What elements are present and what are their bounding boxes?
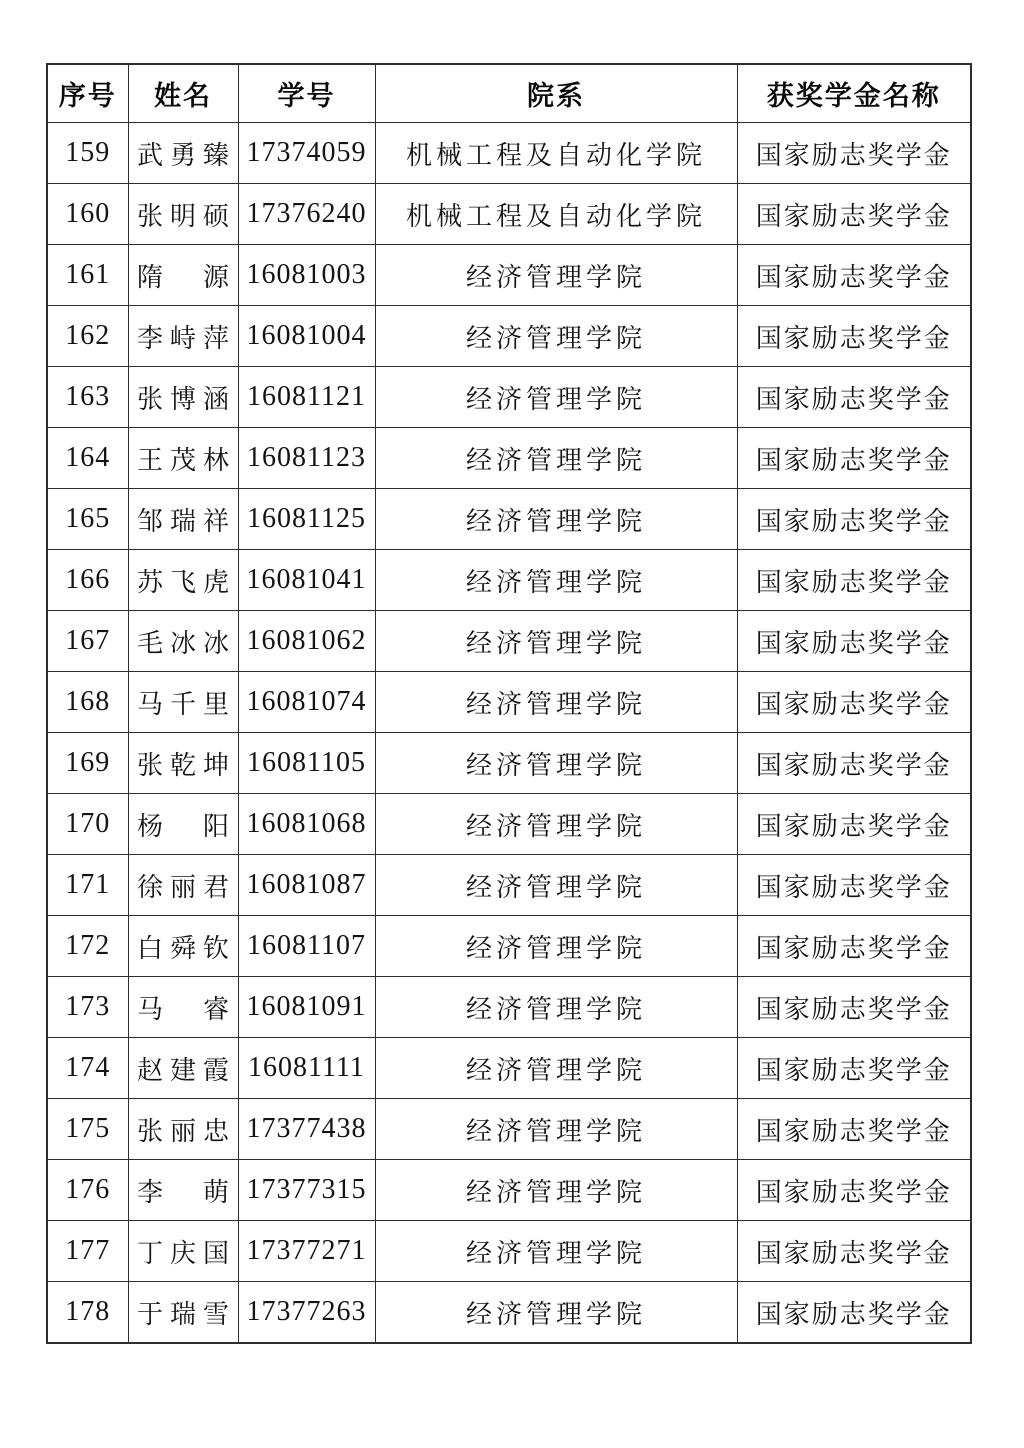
- table-row: [47, 1282, 971, 1344]
- scholarship-cell: 国家励志奖学金: [737, 245, 971, 306]
- student-id-cell: 16081121: [238, 367, 375, 428]
- department-cell: 经济管理学院: [375, 611, 737, 672]
- student-name: 邹瑞祥: [137, 506, 229, 536]
- column-header-student_id: 学号: [238, 64, 375, 123]
- name-cell: [128, 306, 238, 367]
- student-id-cell: 16081125: [238, 489, 375, 550]
- student-name: 杨阳: [137, 811, 229, 841]
- student-id-cell: 16081105: [238, 733, 375, 794]
- student-id-cell: 16081004: [238, 306, 375, 367]
- student-name: 隋源: [137, 262, 229, 292]
- student-name: 白舜钦: [137, 933, 229, 963]
- department-cell: 经济管理学院: [375, 916, 737, 977]
- student-id-cell: 17377271: [238, 1221, 375, 1282]
- serial-cell: 176: [47, 1160, 128, 1221]
- scholarship-cell: 国家励志奖学金: [737, 1282, 971, 1344]
- serial-cell: 163: [47, 367, 128, 428]
- student-name: 张博涵: [137, 384, 229, 414]
- table-row: [47, 916, 971, 977]
- name-cell: [128, 123, 238, 184]
- scholarship-table: [46, 63, 972, 1344]
- scholarship-cell: 国家励志奖学金: [737, 550, 971, 611]
- table-body: [47, 123, 971, 1344]
- column-header-department: 院系: [375, 64, 737, 123]
- serial-cell: 165: [47, 489, 128, 550]
- serial-cell: 171: [47, 855, 128, 916]
- serial-cell: 161: [47, 245, 128, 306]
- table-row: [47, 489, 971, 550]
- column-header-no: 序号: [47, 64, 128, 123]
- name-cell: [128, 855, 238, 916]
- scholarship-cell: 国家励志奖学金: [737, 306, 971, 367]
- department-cell: 经济管理学院: [375, 1221, 737, 1282]
- student-name: 徐丽君: [137, 872, 229, 902]
- student-id-cell: 16081087: [238, 855, 375, 916]
- name-cell: [128, 1221, 238, 1282]
- student-name: 张丽忠: [137, 1116, 229, 1146]
- student-id-cell: 16081107: [238, 916, 375, 977]
- scholarship-cell: 国家励志奖学金: [737, 1099, 971, 1160]
- student-id-cell: 16081068: [238, 794, 375, 855]
- serial-cell: 172: [47, 916, 128, 977]
- serial-cell: 175: [47, 1099, 128, 1160]
- column-header-scholarship: 获奖学金名称: [737, 64, 971, 123]
- department-cell: 经济管理学院: [375, 1038, 737, 1099]
- department-cell: 经济管理学院: [375, 428, 737, 489]
- table-row: [47, 855, 971, 916]
- scholarship-cell: 国家励志奖学金: [737, 977, 971, 1038]
- student-name: 张乾坤: [137, 750, 229, 780]
- department-cell: 经济管理学院: [375, 489, 737, 550]
- student-name: 马千里: [137, 689, 229, 719]
- department-cell: 经济管理学院: [375, 1160, 737, 1221]
- table-row: [47, 428, 971, 489]
- name-cell: [128, 245, 238, 306]
- department-cell: 经济管理学院: [375, 306, 737, 367]
- department-cell: 经济管理学院: [375, 550, 737, 611]
- scholarship-cell: 国家励志奖学金: [737, 1221, 971, 1282]
- table-row: [47, 306, 971, 367]
- department-cell: 机械工程及自动化学院: [375, 123, 737, 184]
- department-cell: 经济管理学院: [375, 367, 737, 428]
- student-id-cell: 16081074: [238, 672, 375, 733]
- student-name: 苏飞虎: [137, 567, 229, 597]
- student-id-cell: 17377263: [238, 1282, 375, 1344]
- name-cell: [128, 1099, 238, 1160]
- scholarship-cell: 国家励志奖学金: [737, 123, 971, 184]
- student-id-cell: 16081003: [238, 245, 375, 306]
- student-name: 李峙萍: [137, 323, 229, 353]
- name-cell: [128, 733, 238, 794]
- table-row: [47, 123, 971, 184]
- table-row: [47, 672, 971, 733]
- name-cell: [128, 1038, 238, 1099]
- serial-cell: 166: [47, 550, 128, 611]
- scholarship-cell: 国家励志奖学金: [737, 855, 971, 916]
- department-cell: 经济管理学院: [375, 1282, 737, 1344]
- table-row: [47, 794, 971, 855]
- student-name: 王茂林: [137, 445, 229, 475]
- student-name: 于瑞雪: [137, 1299, 229, 1329]
- student-name: 马睿: [137, 994, 229, 1024]
- student-id-cell: 17374059: [238, 123, 375, 184]
- scholarship-cell: 国家励志奖学金: [737, 916, 971, 977]
- student-name: 武勇臻: [137, 140, 229, 170]
- scholarship-cell: 国家励志奖学金: [737, 672, 971, 733]
- name-cell: [128, 1282, 238, 1344]
- department-cell: 经济管理学院: [375, 245, 737, 306]
- scholarship-cell: 国家励志奖学金: [737, 1038, 971, 1099]
- serial-cell: 173: [47, 977, 128, 1038]
- scholarship-cell: 国家励志奖学金: [737, 367, 971, 428]
- student-id-cell: 17376240: [238, 184, 375, 245]
- table-row: [47, 550, 971, 611]
- table-row: [47, 245, 971, 306]
- student-name: 李萌: [137, 1177, 229, 1207]
- name-cell: [128, 672, 238, 733]
- header-row: [47, 64, 971, 123]
- serial-cell: 168: [47, 672, 128, 733]
- student-id-cell: 16081062: [238, 611, 375, 672]
- scholarship-cell: 国家励志奖学金: [737, 428, 971, 489]
- name-cell: [128, 367, 238, 428]
- student-id-cell: 17377315: [238, 1160, 375, 1221]
- name-cell: [128, 428, 238, 489]
- name-cell: [128, 977, 238, 1038]
- department-cell: 机械工程及自动化学院: [375, 184, 737, 245]
- department-cell: 经济管理学院: [375, 977, 737, 1038]
- serial-cell: 164: [47, 428, 128, 489]
- student-name: 赵建霞: [137, 1055, 229, 1085]
- table-row: [47, 733, 971, 794]
- student-name: 张明硕: [137, 201, 229, 231]
- student-id-cell: 16081111: [238, 1038, 375, 1099]
- department-cell: 经济管理学院: [375, 1099, 737, 1160]
- name-cell: [128, 794, 238, 855]
- scholarship-cell: 国家励志奖学金: [737, 1160, 971, 1221]
- serial-cell: 174: [47, 1038, 128, 1099]
- scholarship-cell: 国家励志奖学金: [737, 489, 971, 550]
- serial-cell: 160: [47, 184, 128, 245]
- table-row: [47, 1160, 971, 1221]
- table-row: [47, 1221, 971, 1282]
- serial-cell: 169: [47, 733, 128, 794]
- student-id-cell: 16081123: [238, 428, 375, 489]
- table-row: [47, 611, 971, 672]
- name-cell: [128, 550, 238, 611]
- name-cell: [128, 1160, 238, 1221]
- name-cell: [128, 489, 238, 550]
- scholarship-cell: 国家励志奖学金: [737, 611, 971, 672]
- scholarship-cell: 国家励志奖学金: [737, 733, 971, 794]
- student-id-cell: 16081091: [238, 977, 375, 1038]
- table-row: [47, 1038, 971, 1099]
- table-row: [47, 1099, 971, 1160]
- scholarship-cell: 国家励志奖学金: [737, 794, 971, 855]
- serial-cell: 178: [47, 1282, 128, 1344]
- serial-cell: 167: [47, 611, 128, 672]
- student-id-cell: 16081041: [238, 550, 375, 611]
- department-cell: 经济管理学院: [375, 733, 737, 794]
- student-name: 丁庆国: [137, 1238, 229, 1268]
- serial-cell: 159: [47, 123, 128, 184]
- table-row: [47, 184, 971, 245]
- department-cell: 经济管理学院: [375, 855, 737, 916]
- serial-cell: 170: [47, 794, 128, 855]
- table-row: [47, 977, 971, 1038]
- serial-cell: 177: [47, 1221, 128, 1282]
- name-cell: [128, 916, 238, 977]
- name-cell: [128, 611, 238, 672]
- name-cell: [128, 184, 238, 245]
- department-cell: 经济管理学院: [375, 672, 737, 733]
- department-cell: 经济管理学院: [375, 794, 737, 855]
- column-header-name: 姓名: [128, 64, 238, 123]
- scholarship-cell: 国家励志奖学金: [737, 184, 971, 245]
- student-name: 毛冰冰: [137, 628, 229, 658]
- serial-cell: 162: [47, 306, 128, 367]
- student-id-cell: 17377438: [238, 1099, 375, 1160]
- table-row: [47, 367, 971, 428]
